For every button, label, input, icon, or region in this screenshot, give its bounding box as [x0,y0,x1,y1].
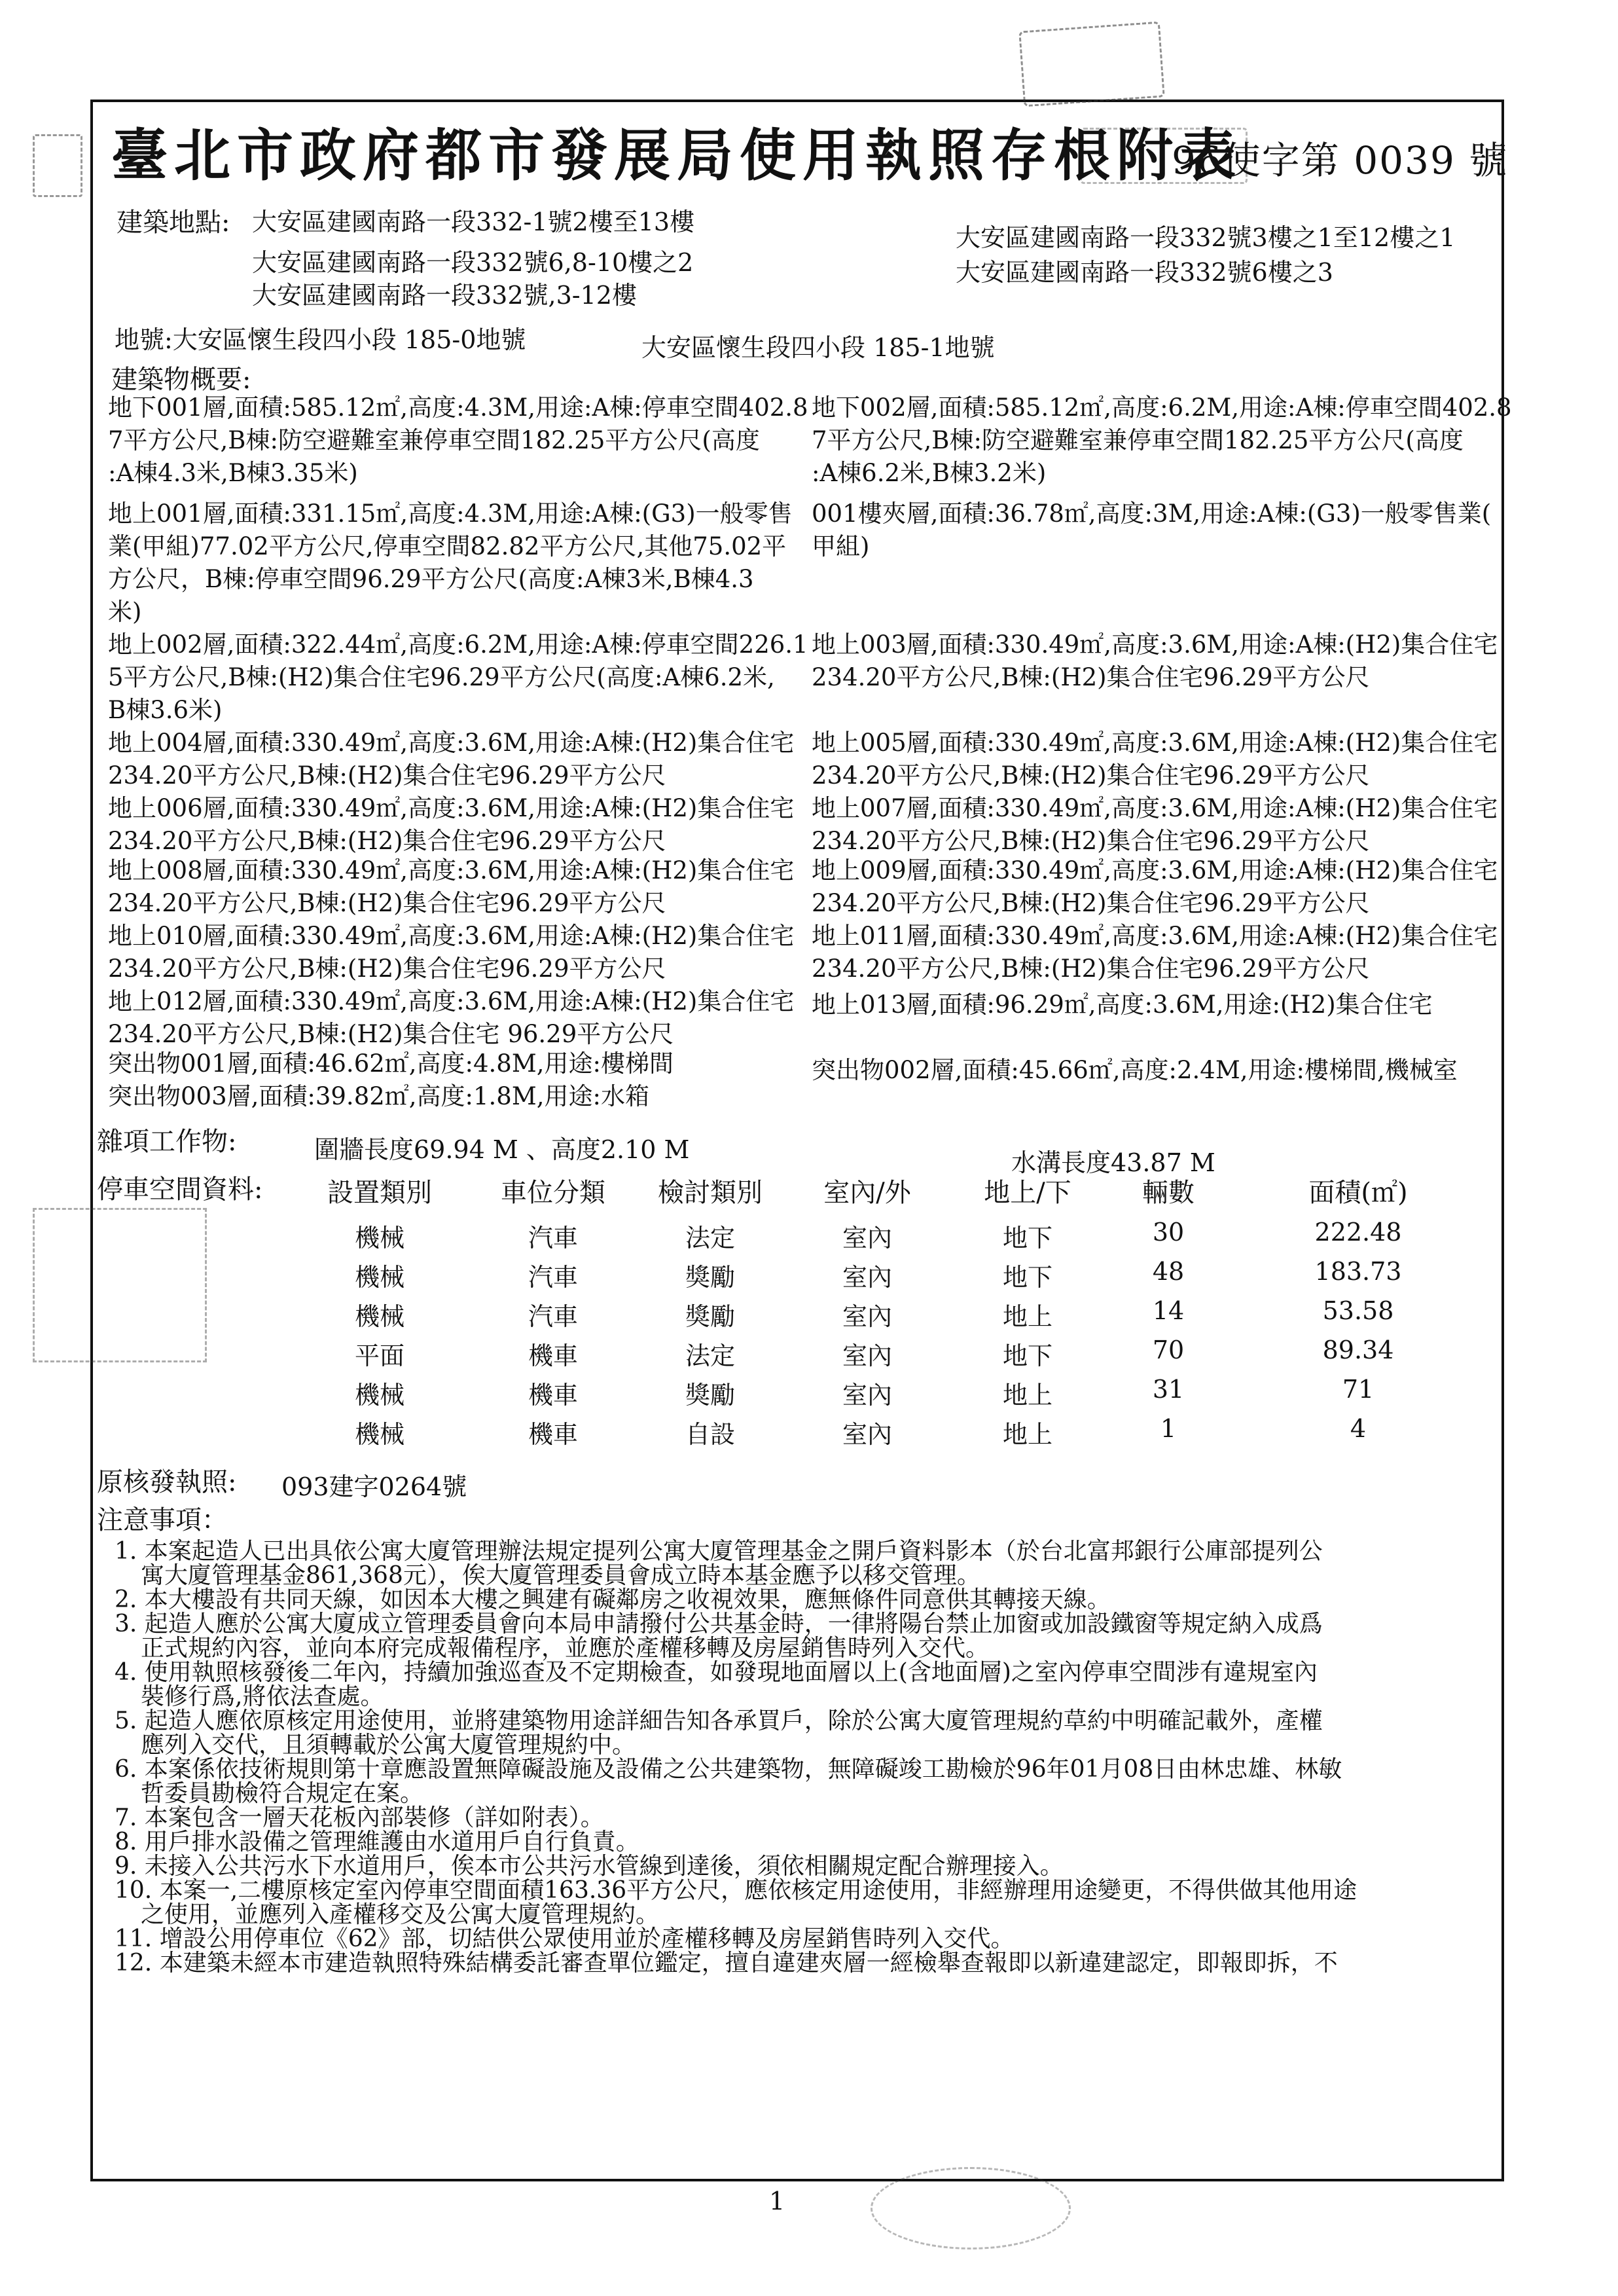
permit-number: 96使字第 0039 號 [1172,138,1509,183]
parking-header-cell: 地上/下 [984,1178,1071,1208]
misc-works-label: 雜項工作物: [97,1127,237,1157]
floor-spec-line: 7平方公尺,B棟:防空避難室兼停車空間182.25平方公尺(高度 [108,426,760,454]
parking-cell: 4 [1350,1414,1367,1443]
note-line: 9. 未接入公共污水下水道用戶，俟本市公共污水管線到達後，須依相關規定配合辦理接入。 [115,1853,1064,1880]
floor-spec-line: 001樓夾層,面積:36.78㎡,高度:3M,用途:A棟:(G3)一般零售業( [812,500,1492,528]
floor-spec-line: 突出物002層,面積:45.66㎡,高度:2.4M,用途:樓梯間,機械室 [812,1056,1458,1084]
parking-cell: 48 [1152,1257,1185,1286]
parking-cell: 71 [1342,1375,1375,1404]
floor-spec-line: B棟3.6米) [108,696,223,724]
site-label: 建築地點: [117,208,230,238]
floor-spec-line: 234.20平方公尺,B棟:(H2)集合住宅96.29平方公尺 [812,827,1370,855]
floor-spec-line: 米) [108,598,142,626]
note-line: 11. 增設公用停車位《62》部，切結供公眾使用並於產權移轉及房屋銷售時列入交代。 [115,1925,1015,1952]
floor-spec-line: 地上001層,面積:331.15㎡,高度:4.3M,用途:A棟:(G3)一般零售 [108,500,793,528]
parking-cell: 地上 [1002,1302,1052,1331]
floor-spec-line: 地上006層,面積:330.49㎡,高度:3.6M,用途:A棟:(H2)集合住宅 [108,794,795,822]
floor-spec-line: 地上005層,面積:330.49㎡,高度:3.6M,用途:A棟:(H2)集合住宅 [812,729,1498,757]
note-line: 8. 用戶排水設備之管理維護由水道用戶自行負責。 [115,1829,639,1855]
parking-cell: 獎勵 [685,1302,735,1331]
note-line: 應列入交代，且須轉載於公寓大廈管理規約中。 [141,1732,636,1758]
bottom-seal-stamp [871,2167,1071,2250]
note-line: 6. 本案係依技術規則第十章應設置無障礙設施及設備之公共建築物，無障礙竣工勘檢於96年01月08日由林忠雄、林敏 [115,1756,1342,1783]
floor-spec-line: 地上002層,面積:322.44㎡,高度:6.2M,用途:A棟:停車空間226.1 [108,630,808,659]
site-address: 大安區建國南路一段332號3樓之1至12樓之1 [956,223,1456,252]
parking-seal-stamp [33,1208,207,1362]
note-line: 之使用，並應列入產權移交及公寓大廈管理規約。 [141,1901,660,1928]
parking-label: 停車空間資料: [97,1175,263,1205]
parking-cell: 獎勵 [685,1381,735,1410]
floor-spec-line: 地上007層,面積:330.49㎡,高度:3.6M,用途:A棟:(H2)集合住宅 [812,794,1498,822]
floor-spec-line: 地下002層,面積:585.12㎡,高度:6.2M,用途:A棟:停車空間402.8 [812,393,1512,422]
floor-spec-line: 234.20平方公尺,B棟:(H2)集合住宅96.29平方公尺 [812,955,1370,983]
parking-header-cell: 設置類別 [327,1178,432,1208]
site-address: 大安區建國南路一段332號,3-12樓 [252,281,637,310]
note-line: 哲委員勘檢符合規定在案。 [141,1780,424,1807]
note-line: 12. 本建築未經本市建造執照特殊結構委託審查單位鑑定，擅自違建夾層一經檢舉查報即以新違建認定，即報即拆，不 [115,1950,1338,1977]
parking-cell: 汽車 [528,1224,578,1252]
parking-cell: 獎勵 [685,1263,735,1292]
parking-cell: 室內 [842,1263,892,1292]
parking-cell: 室內 [842,1224,892,1252]
parking-cell: 183.73 [1314,1257,1402,1286]
parking-cell: 法定 [685,1224,735,1252]
parking-cell: 汽車 [528,1302,578,1331]
lot-number: 地號:大安區懷生段四小段 185-0地號 [115,325,526,354]
top-seal-stamp [1018,22,1165,107]
note-line: 正式規約內容，並向本府完成報備程序，並應於產權移轉及房屋銷售時列入交代。 [141,1635,990,1662]
floor-spec-line: 地上011層,面積:330.49㎡,高度:3.6M,用途:A棟:(H2)集合住宅 [812,922,1498,950]
floor-spec-line: 地上009層,面積:330.49㎡,高度:3.6M,用途:A棟:(H2)集合住宅 [812,856,1498,884]
original-permit-label: 原核發執照: [97,1467,237,1497]
parking-cell: 地上 [1002,1420,1052,1449]
floor-spec-line: 地上003層,面積:330.49㎡,高度:3.6M,用途:A棟:(H2)集合住宅 [812,630,1498,659]
parking-header-cell: 車位分類 [501,1178,605,1208]
parking-cell: 地上 [1002,1381,1052,1410]
parking-cell: 地下 [1002,1224,1052,1252]
floor-spec-line: 234.20平方公尺,B棟:(H2)集合住宅96.29平方公尺 [812,889,1370,917]
ditch-spec: 水溝長度43.87 M [1011,1148,1215,1177]
wall-spec: 圍牆長度69.94 M 、高度2.10 M [314,1135,690,1164]
page-number: 1 [769,2187,785,2215]
left-margin-stamp [33,134,82,197]
parking-cell: 機械 [354,1224,404,1252]
floor-spec-line: 234.20平方公尺,B棟:(H2)集合住宅96.29平方公尺 [812,761,1370,790]
parking-cell: 14 [1152,1296,1185,1325]
site-address: 大安區建國南路一段332-1號2樓至13樓 [252,208,695,236]
floor-spec-line: 突出物003層,面積:39.82㎡,高度:1.8M,用途:水箱 [108,1082,649,1110]
note-line: 1. 本案起造人已出具依公寓大廈管理辦法規定提列公寓大廈管理基金之開戶資料影本（於台北富邦銀行公庫部提列公 [115,1538,1323,1565]
floor-spec-line: 地下001層,面積:585.12㎡,高度:4.3M,用途:A棟:停車空間402.8 [108,393,808,422]
note-line: 2. 本大樓設有共同天線，如因本大樓之興建有礙鄰房之收視效果，應無條件同意供其轉接天線。 [115,1586,1111,1613]
parking-cell: 平面 [354,1341,404,1370]
parking-cell: 機車 [528,1341,578,1370]
overview-label: 建築物概要: [111,365,251,395]
floor-spec-line: 地上010層,面積:330.49㎡,高度:3.6M,用途:A棟:(H2)集合住宅 [108,922,795,950]
floor-spec-line: 地上012層,面積:330.49㎡,高度:3.6M,用途:A棟:(H2)集合住宅 [108,987,795,1015]
parking-cell: 法定 [685,1341,735,1370]
parking-header-cell: 室內/外 [823,1178,911,1208]
floor-spec-line: 7平方公尺,B棟:防空避難室兼停車空間182.25平方公尺(高度 [812,426,1464,454]
floor-spec-line: 突出物001層,面積:46.62㎡,高度:4.8M,用途:樓梯間 [108,1049,674,1078]
notes-label: 注意事項： [97,1505,228,1535]
parking-cell: 室內 [842,1420,892,1449]
parking-cell: 機車 [528,1420,578,1449]
floor-spec-line: 方公尺，B棟:停車空間96.29平方公尺(高度:A棟3米,B棟4.3 [108,565,754,593]
floor-spec-line: 234.20平方公尺,B棟:(H2)集合住宅96.29平方公尺 [108,761,666,790]
parking-cell: 53.58 [1322,1296,1394,1325]
original-permit-number: 093建字0264號 [281,1472,467,1501]
parking-cell: 地下 [1002,1263,1052,1292]
site-address: 大安區建國南路一段332號6樓之3 [956,258,1333,287]
parking-header-cell: 檢討類別 [658,1178,763,1208]
parking-cell: 1 [1160,1414,1177,1443]
parking-cell: 機械 [354,1381,404,1410]
parking-cell: 自設 [685,1420,735,1449]
floor-spec-line: :A棟4.3米,B棟3.35米) [108,459,358,487]
note-line: 3. 起造人應於公寓大廈成立管理委員會向本局申請撥付公共基金時，一律將陽台禁止加窗或加設鐵窗等規定納入成爲 [115,1611,1323,1637]
floor-spec-line: :A棟6.2米,B棟3.2米) [812,459,1047,487]
note-line: 5. 起造人應依原核定用途使用，並將建築物用途詳細告知各承買戶，除於公寓大廈管理規約草約中明確記載外，產權 [115,1707,1323,1734]
parking-cell: 31 [1152,1375,1185,1404]
parking-cell: 222.48 [1314,1218,1402,1247]
floor-spec-line: 地上004層,面積:330.49㎡,高度:3.6M,用途:A棟:(H2)集合住宅 [108,729,795,757]
parking-cell: 汽車 [528,1263,578,1292]
lot-number: 大安區懷生段四小段 185-1地號 [641,333,995,362]
parking-cell: 機車 [528,1381,578,1410]
note-line: 寓大廈管理基金861,368元），俟大廈管理委員會成立時本基金應予以移交管理。 [141,1562,980,1589]
parking-header-cell: 輛數 [1142,1178,1195,1208]
floor-spec-line: 234.20平方公尺,B棟:(H2)集合住宅 96.29平方公尺 [108,1020,674,1048]
parking-cell: 地下 [1002,1341,1052,1370]
parking-cell: 機械 [354,1420,404,1449]
note-line: 7. 本案包含一層天花板內部裝修（詳如附表）。 [115,1804,604,1831]
parking-header-cell: 面積(㎡) [1308,1178,1408,1208]
parking-cell: 30 [1152,1218,1185,1247]
floor-spec-line: 234.20平方公尺,B棟:(H2)集合住宅96.29平方公尺 [108,889,666,917]
note-line: 裝修行爲,將依法查處。 [141,1683,384,1710]
floor-spec-line: 234.20平方公尺,B棟:(H2)集合住宅96.29平方公尺 [108,955,666,983]
floor-spec-line: 234.20平方公尺,B棟:(H2)集合住宅96.29平方公尺 [108,827,666,855]
parking-cell: 機械 [354,1263,404,1292]
floor-spec-line: 業(甲組)77.02平方公尺,停車空間82.82平方公尺,其他75.02平 [108,532,787,560]
note-line: 10. 本案一,二樓原核定室內停車空間面積163.36平方公尺，應依核定用途使用，非經辦理用途變更，不得供做其他用途 [115,1877,1357,1904]
parking-cell: 室內 [842,1302,892,1331]
parking-cell: 室內 [842,1381,892,1410]
floor-spec-line: 5平方公尺,B棟:(H2)集合住宅96.29平方公尺(高度:A棟6.2米, [108,663,775,691]
floor-spec-line: 甲組) [812,532,870,560]
floor-spec-line: 地上013層,面積:96.29㎡,高度:3.6M,用途:(H2)集合住宅 [812,991,1433,1019]
parking-cell: 機械 [354,1302,404,1331]
parking-cell: 室內 [842,1341,892,1370]
parking-cell: 70 [1152,1336,1185,1364]
note-line: 4. 使用執照核發後二年內，持續加強巡查及不定期檢查，如發現地面層以上(含地面層)之室內停車空間涉有違規室內 [115,1659,1318,1686]
parking-cell: 89.34 [1322,1336,1394,1364]
floor-spec-line: 234.20平方公尺,B棟:(H2)集合住宅96.29平方公尺 [812,663,1370,691]
floor-spec-line: 地上008層,面積:330.49㎡,高度:3.6M,用途:A棟:(H2)集合住宅 [108,856,795,884]
site-address: 大安區建國南路一段332號6,8-10樓之2 [252,248,694,277]
document-title: 臺北市政府都市發展局使用執照存根附表 [111,122,1242,189]
